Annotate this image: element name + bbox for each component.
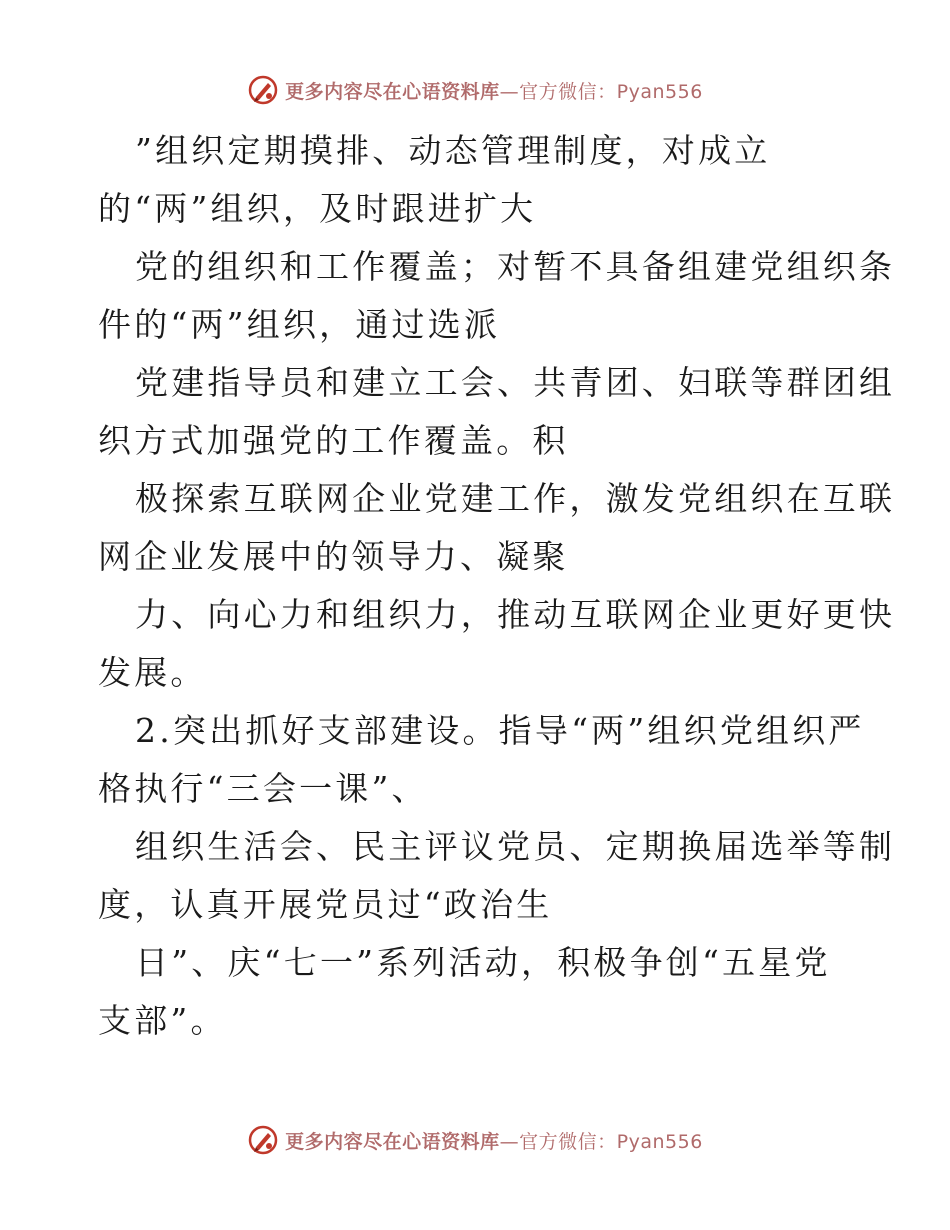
document-body (98, 122, 896, 1050)
text-line: 格执行“三会一课”、 (98, 769, 428, 808)
text-line: 日”、庆“七一”系列活动，积极争创“五星党 (135, 943, 831, 982)
text-line: 力、向心力和组织力，推动互联网企业更好更快 (135, 595, 896, 634)
banner-lead-text: 更多内容尽在心语资料库 (285, 1130, 500, 1153)
text-line: 件的“两”组织，通过选派 (98, 305, 501, 344)
text-line: 党的组织和工作覆盖；对暂不具备组建党组织条 (135, 247, 896, 286)
text-line: 的“两”组织，及时跟进扩大 (98, 189, 537, 228)
text-line: ”组织定期摸排、动态管理制度，对成立 (135, 131, 771, 170)
text-line: 极探索互联网企业党建工作，激发党组织在互联 (135, 479, 896, 518)
pen-seal-icon (247, 1124, 279, 1156)
text-line: 织方式加强党的工作覆盖。积 (98, 421, 569, 460)
header-banner (0, 70, 950, 110)
text-line: 组织生活会、民主评议党员、定期换届选举等制 (135, 827, 896, 866)
text-line: 度，认真开展党员过“政治生 (98, 885, 553, 924)
text-line: 党建指导员和建立工会、共青团、妇联等群团组 (135, 363, 896, 402)
text-line: 网企业发展中的领导力、凝聚 (98, 537, 569, 576)
banner-lead-text: 更多内容尽在心语资料库 (285, 80, 500, 103)
text-line: 2.突出抓好支部建设。指导“两”组织党组织严 (135, 711, 865, 750)
footer-banner (0, 1120, 950, 1160)
text-line: 支部”。 (98, 1001, 227, 1040)
banner-wechat-text: —官方微信：Pyan556 (499, 1130, 703, 1153)
pen-seal-icon (247, 74, 279, 106)
text-line: 发展。 (98, 653, 207, 692)
banner-wechat-text: —官方微信：Pyan556 (499, 80, 703, 103)
